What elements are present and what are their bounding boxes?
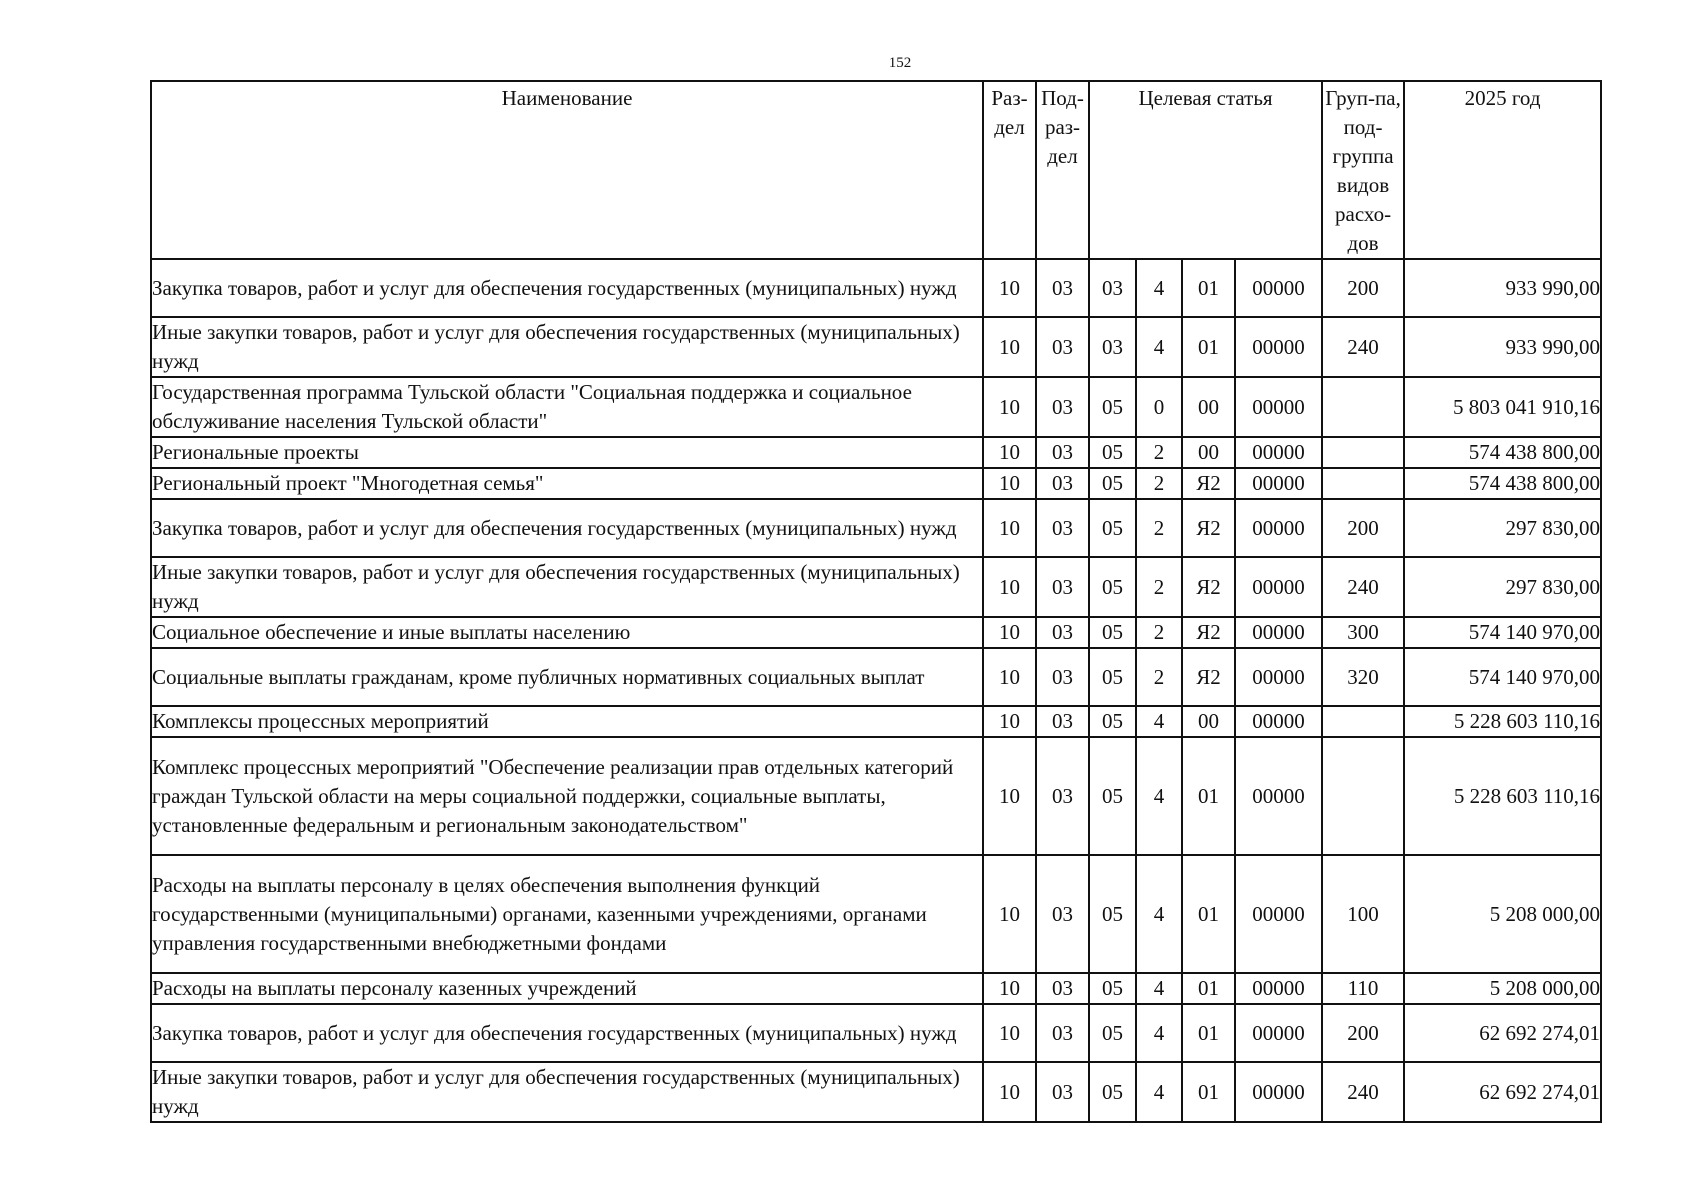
row-razdel: 10	[983, 706, 1036, 737]
row-cs2: 4	[1136, 706, 1182, 737]
row-podrazdel: 03	[1036, 317, 1089, 377]
row-group	[1322, 437, 1404, 468]
row-name: Иные закупки товаров, работ и услуг для обеспечения государственных (муниципальных) нужд	[151, 557, 983, 617]
row-amount: 297 830,00	[1404, 499, 1601, 557]
header-celevaya-statya: Целевая статья	[1089, 81, 1322, 259]
table-header-row	[151, 81, 1601, 259]
row-cs3: Я2	[1182, 557, 1235, 617]
row-cs4: 00000	[1235, 377, 1322, 437]
row-amount: 62 692 274,01	[1404, 1062, 1601, 1122]
row-podrazdel: 03	[1036, 557, 1089, 617]
row-cs3: 01	[1182, 855, 1235, 973]
row-group: 200	[1322, 499, 1404, 557]
row-razdel: 10	[983, 437, 1036, 468]
row-group: 300	[1322, 617, 1404, 648]
row-group: 200	[1322, 259, 1404, 317]
table-row	[151, 557, 1601, 617]
row-cs2: 2	[1136, 437, 1182, 468]
row-cs1: 05	[1089, 1062, 1136, 1122]
table-row	[151, 259, 1601, 317]
row-cs1: 05	[1089, 468, 1136, 499]
row-podrazdel: 03	[1036, 377, 1089, 437]
row-cs1: 05	[1089, 557, 1136, 617]
row-cs3: 01	[1182, 317, 1235, 377]
row-cs3: 00	[1182, 377, 1235, 437]
row-cs2: 4	[1136, 1062, 1182, 1122]
row-amount: 574 140 970,00	[1404, 617, 1601, 648]
row-cs4: 00000	[1235, 468, 1322, 499]
row-cs1: 05	[1089, 855, 1136, 973]
row-cs4: 00000	[1235, 317, 1322, 377]
row-razdel: 10	[983, 1004, 1036, 1062]
header-gruppa: Груп-па, под-группа видов расхо-дов	[1322, 81, 1404, 259]
table-row	[151, 737, 1601, 855]
row-cs4: 00000	[1235, 259, 1322, 317]
row-cs1: 05	[1089, 973, 1136, 1004]
row-podrazdel: 03	[1036, 468, 1089, 499]
row-group: 100	[1322, 855, 1404, 973]
row-name: Расходы на выплаты персоналу в целях обеспечения выполнения функций государственными (муниципальными) органами, казенными учреждениями, органами управления государственными внебюджетными фондами	[151, 855, 983, 973]
row-razdel: 10	[983, 1062, 1036, 1122]
row-cs4: 00000	[1235, 499, 1322, 557]
row-cs2: 4	[1136, 737, 1182, 855]
row-cs3: Я2	[1182, 499, 1235, 557]
row-name: Комплекс процессных мероприятий "Обеспечение реализации прав отдельных категорий граждан Тульской области на меры социальной поддержки, социальные выплаты, установленные федеральным и региональным законодательством"	[151, 737, 983, 855]
row-cs2: 2	[1136, 499, 1182, 557]
row-cs3: Я2	[1182, 468, 1235, 499]
row-group	[1322, 706, 1404, 737]
row-razdel: 10	[983, 468, 1036, 499]
row-group: 110	[1322, 973, 1404, 1004]
row-cs3: 01	[1182, 737, 1235, 855]
row-name: Расходы на выплаты персоналу казенных учреждений	[151, 973, 983, 1004]
row-cs1: 05	[1089, 706, 1136, 737]
row-cs3: 00	[1182, 706, 1235, 737]
row-cs4: 00000	[1235, 557, 1322, 617]
row-cs2: 4	[1136, 317, 1182, 377]
row-cs3: Я2	[1182, 648, 1235, 706]
table-row	[151, 855, 1601, 973]
row-cs4: 00000	[1235, 437, 1322, 468]
row-razdel: 10	[983, 617, 1036, 648]
row-podrazdel: 03	[1036, 1004, 1089, 1062]
row-amount: 5 803 041 910,16	[1404, 377, 1601, 437]
row-group: 200	[1322, 1004, 1404, 1062]
row-group	[1322, 468, 1404, 499]
row-name: Региональные проекты	[151, 437, 983, 468]
table-row	[151, 377, 1601, 437]
row-name: Иные закупки товаров, работ и услуг для обеспечения государственных (муниципальных) нужд	[151, 317, 983, 377]
row-cs2: 4	[1136, 973, 1182, 1004]
row-cs1: 05	[1089, 1004, 1136, 1062]
row-razdel: 10	[983, 317, 1036, 377]
row-podrazdel: 03	[1036, 706, 1089, 737]
row-amount: 297 830,00	[1404, 557, 1601, 617]
row-group	[1322, 737, 1404, 855]
row-amount: 574 438 800,00	[1404, 437, 1601, 468]
row-cs3: 00	[1182, 437, 1235, 468]
row-razdel: 10	[983, 499, 1036, 557]
table-row	[151, 468, 1601, 499]
row-razdel: 10	[983, 737, 1036, 855]
row-amount: 5 208 000,00	[1404, 973, 1601, 1004]
row-name: Закупка товаров, работ и услуг для обеспечения государственных (муниципальных) нужд	[151, 259, 983, 317]
page-number: 152	[888, 55, 912, 71]
row-razdel: 10	[983, 855, 1036, 973]
row-cs3: Я2	[1182, 617, 1235, 648]
row-group: 320	[1322, 648, 1404, 706]
row-cs4: 00000	[1235, 1062, 1322, 1122]
row-cs1: 05	[1089, 499, 1136, 557]
row-podrazdel: 03	[1036, 259, 1089, 317]
header-year: 2025 год	[1404, 81, 1601, 259]
row-cs1: 05	[1089, 617, 1136, 648]
table-row	[151, 317, 1601, 377]
row-amount: 933 990,00	[1404, 317, 1601, 377]
row-cs1: 05	[1089, 648, 1136, 706]
row-razdel: 10	[983, 259, 1036, 317]
row-cs2: 2	[1136, 617, 1182, 648]
row-cs2: 2	[1136, 468, 1182, 499]
row-podrazdel: 03	[1036, 855, 1089, 973]
row-podrazdel: 03	[1036, 737, 1089, 855]
row-cs3: 01	[1182, 973, 1235, 1004]
table-row	[151, 437, 1601, 468]
row-cs3: 01	[1182, 259, 1235, 317]
row-name: Региональный проект "Многодетная семья"	[151, 468, 983, 499]
row-podrazdel: 03	[1036, 437, 1089, 468]
row-amount: 574 438 800,00	[1404, 468, 1601, 499]
row-podrazdel: 03	[1036, 973, 1089, 1004]
row-cs2: 2	[1136, 557, 1182, 617]
row-podrazdel: 03	[1036, 617, 1089, 648]
row-podrazdel: 03	[1036, 648, 1089, 706]
table-body	[151, 259, 1601, 1122]
row-amount: 5 228 603 110,16	[1404, 706, 1601, 737]
row-cs4: 00000	[1235, 617, 1322, 648]
row-cs2: 4	[1136, 259, 1182, 317]
row-cs1: 05	[1089, 377, 1136, 437]
row-amount: 5 208 000,00	[1404, 855, 1601, 973]
row-cs2: 4	[1136, 855, 1182, 973]
row-amount: 62 692 274,01	[1404, 1004, 1601, 1062]
row-cs4: 00000	[1235, 855, 1322, 973]
row-razdel: 10	[983, 973, 1036, 1004]
row-name: Социальные выплаты гражданам, кроме публичных нормативных социальных выплат	[151, 648, 983, 706]
row-amount: 933 990,00	[1404, 259, 1601, 317]
row-cs1: 03	[1089, 317, 1136, 377]
row-cs4: 00000	[1235, 973, 1322, 1004]
row-amount: 574 140 970,00	[1404, 648, 1601, 706]
table-row	[151, 648, 1601, 706]
table-row	[151, 1062, 1601, 1122]
row-razdel: 10	[983, 648, 1036, 706]
row-cs1: 05	[1089, 737, 1136, 855]
row-podrazdel: 03	[1036, 1062, 1089, 1122]
row-amount: 5 228 603 110,16	[1404, 737, 1601, 855]
row-podrazdel: 03	[1036, 499, 1089, 557]
budget-table	[150, 80, 1602, 1123]
row-cs1: 03	[1089, 259, 1136, 317]
row-name: Комплексы процессных мероприятий	[151, 706, 983, 737]
row-razdel: 10	[983, 557, 1036, 617]
table-row	[151, 499, 1601, 557]
table-row	[151, 1004, 1601, 1062]
row-group	[1322, 377, 1404, 437]
row-name: Социальное обеспечение и иные выплаты населению	[151, 617, 983, 648]
table-row	[151, 706, 1601, 737]
table-row	[151, 973, 1601, 1004]
row-cs3: 01	[1182, 1004, 1235, 1062]
row-cs2: 4	[1136, 1004, 1182, 1062]
header-name: Наименование	[151, 81, 983, 259]
row-group: 240	[1322, 1062, 1404, 1122]
row-group: 240	[1322, 557, 1404, 617]
row-cs2: 2	[1136, 648, 1182, 706]
row-cs4: 00000	[1235, 648, 1322, 706]
row-razdel: 10	[983, 377, 1036, 437]
header-podrazdel: Под-раз-дел	[1036, 81, 1089, 259]
row-cs4: 00000	[1235, 1004, 1322, 1062]
row-name: Закупка товаров, работ и услуг для обеспечения государственных (муниципальных) нужд	[151, 499, 983, 557]
row-name: Государственная программа Тульской области "Социальная поддержка и социальное обслуживание населения Тульской области"	[151, 377, 983, 437]
table-row	[151, 617, 1601, 648]
row-cs1: 05	[1089, 437, 1136, 468]
row-cs3: 01	[1182, 1062, 1235, 1122]
row-cs4: 00000	[1235, 706, 1322, 737]
row-cs2: 0	[1136, 377, 1182, 437]
row-name: Закупка товаров, работ и услуг для обеспечения государственных (муниципальных) нужд	[151, 1004, 983, 1062]
header-razdel: Раз-дел	[983, 81, 1036, 259]
row-name: Иные закупки товаров, работ и услуг для обеспечения государственных (муниципальных) нужд	[151, 1062, 983, 1122]
row-group: 240	[1322, 317, 1404, 377]
row-cs4: 00000	[1235, 737, 1322, 855]
